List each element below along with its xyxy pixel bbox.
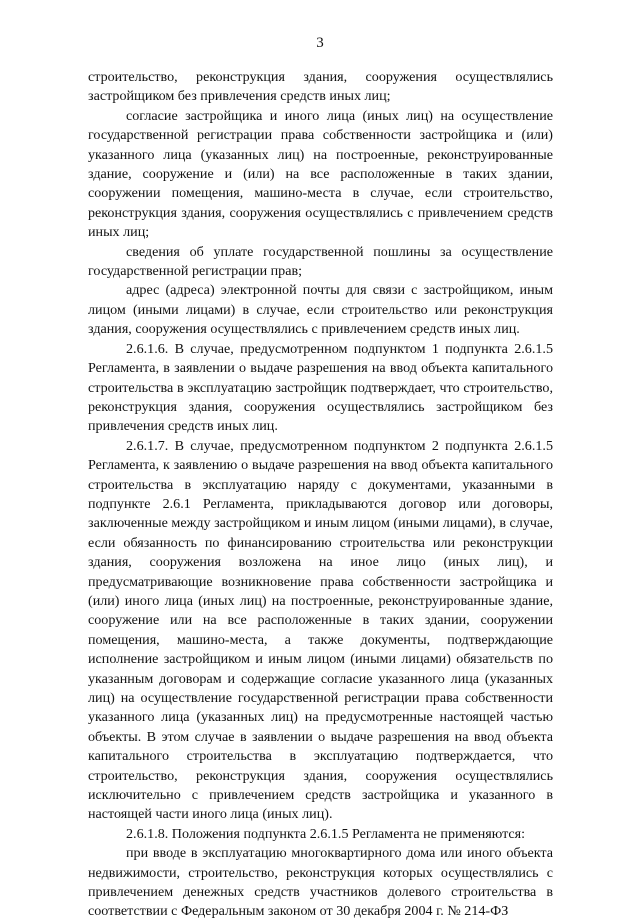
document-body xyxy=(88,68,553,922)
paragraph-2-6-1-6: 2.6.1.6. В случае, предусмотренном подпунктом 1 подпункта 2.6.1.5 Регламента, в заявлении о выдаче разрешения на ввод объекта капитального строительства в эксплуатацию застройщик подтверждает, что строительство, реконструкция здания, сооружения осуществлялись застройщиком без привлечения средств иных лиц. xyxy=(88,340,553,435)
page-number: 3 xyxy=(316,35,324,51)
paragraph-consent-registration: согласие застройщика и иного лица (иных лиц) на осуществление государственной регистрации права собственности застройщика и (или) указанного лица (указанных лиц) на построенные, реконструированные здание, сооружение и (или) на все расположенные в таких здании, сооружении помещения, машино-места в случае, если строительство, реконструкция здания, сооружения осуществлялись с привлечением средств иных лиц; xyxy=(88,107,553,241)
paragraph-2-6-1-8: 2.6.1.8. Положения подпункта 2.6.1.5 Регламента не применяются: xyxy=(126,825,526,842)
paragraph-state-fee: сведения об уплате государственной пошлины за осуществление государственной регистрации прав; xyxy=(88,243,553,280)
paragraph-apartment-building: при вводе в эксплуатацию многоквартирного дома или иного объекта недвижимости, строительство, реконструкция которых осуществлялись с привлечением денежных средств участников долевого строительства в соответствии с Федеральным законом от 30 декабря 2004 г. № 214-ФЗ xyxy=(88,845,553,920)
paragraph-construction-without-funds: строительство, реконструкция здания, сооружения осуществлялись застройщиком без привлечения средств иных лиц; xyxy=(88,69,553,105)
paragraph-2-6-1-7: 2.6.1.7. В случае, предусмотренном подпунктом 2 подпункта 2.6.1.5 Регламента, к заявлению о выдаче разрешения на ввод объекта капитального строительства в эксплуатацию наряду с документами, указанными в подпункте 2.6.1 Регламента, прикладываются договор или договоры, заключенные между застройщиком и иным лицом (иными лицами), в случае, если обязанность по финансированию строительства или реконструкции здания, сооружения возложена на иное лицо (иных лиц), и предусматривающие возникновение права собственности застройщика и (или) иного лица (иных лиц) на построенные, реконструированные здание, сооружение или на все расположенные в таких здании, сооружении помещения, машино-места, а также документы, подтверждающие исполнение застройщиком и иным лицом (иными лицами) обязательств по указанным договорам и содержащие согласие указанного лица (указанных лиц) на осуществление государственной регистрации права собственности указанного лица (указанных лиц) на предусмотренные настоящей частью объекты. В этом случае в заявлении о выдаче разрешения на ввод объекта капитального строительства в эксплуатацию подтверждается, что строительство, реконструкция здания, сооружения осуществлялись исключительно с привлечением средств застройщика и указанного в настоящей части иного лица (иных лиц). xyxy=(88,437,553,823)
paragraph-email-address: адрес (адреса) электронной почты для связи с застройщиком, иным лицом (иными лицами) в случае, если строительство или реконструкция здания, сооружения осуществлялись с привлечением средств иных лиц. xyxy=(88,282,553,338)
